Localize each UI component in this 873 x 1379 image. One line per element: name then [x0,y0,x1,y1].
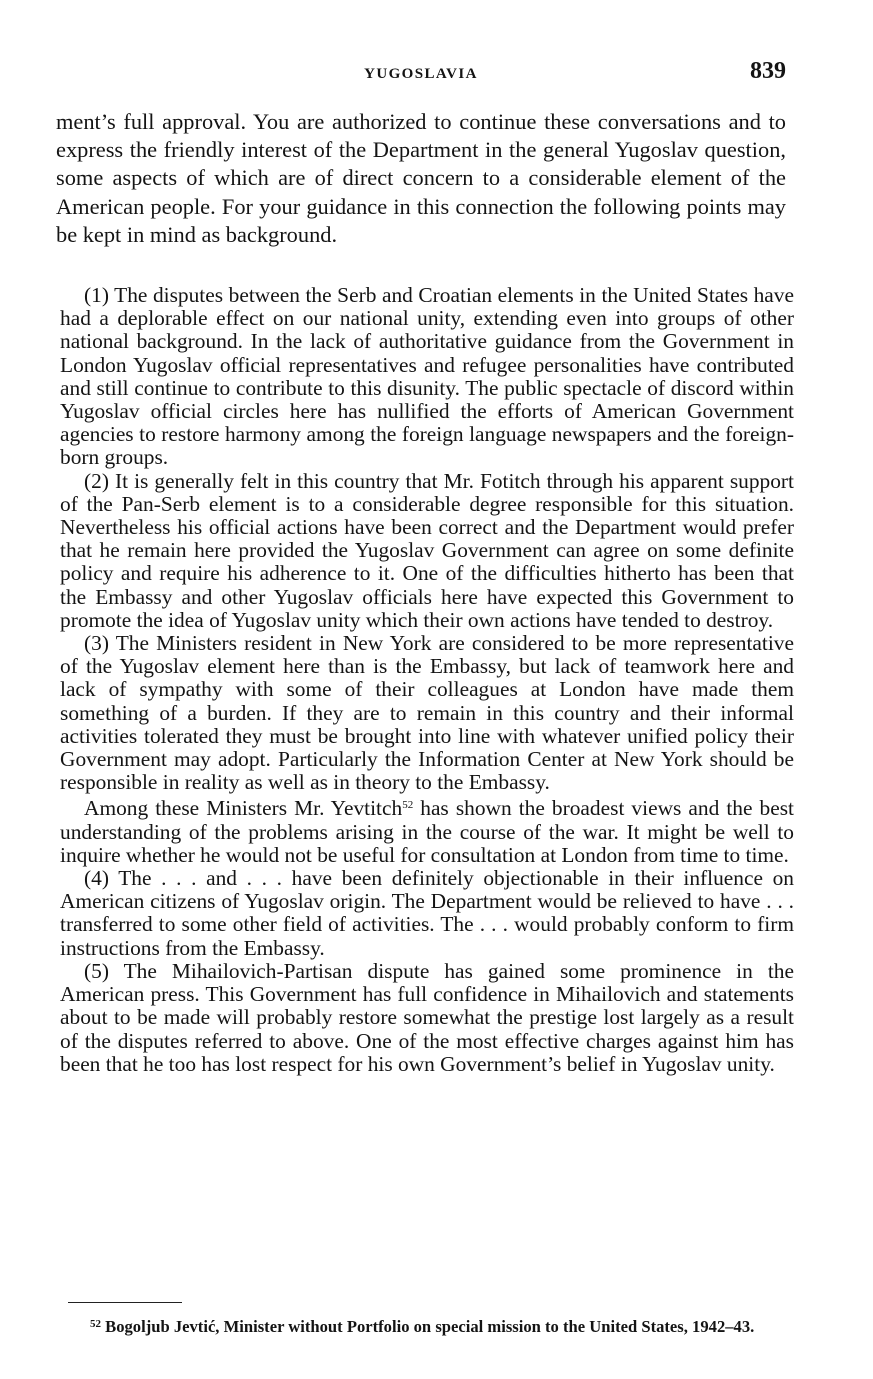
yevtitch-text-end: has shown the broadest views and the best understanding of the problems arising in the course of the war. It might be well to inquire whether he would not be useful for consultation at London from time to time. [60,796,794,867]
footnote [70,1314,796,1337]
point-3-paragraph: (3) The Ministers resident in New York are considered to be more representative of the Yugoslav element here than is the Embassy, but lack of teamwork here and lack of sympathy with some of their colleagues at London have made them something of a burden. If they are to remain in this country and their informal activities tolerated they must be brought into line with whatever unified policy their Government may adopt. Particularly the Information Center at New York should be responsible in reality as well as in theory to the Embassy. [60,631,794,795]
footnote-reference: 52 [402,799,414,812]
point-2-paragraph: (2) It is generally felt in this country that Mr. Fotitch through his apparent support of the Pan-Serb element is to a considerable degree responsible for this situation. Nevertheless his official actions have been correct and the Department would prefer that he remain here provided the Yugoslav Government can agree on some definite policy and require his adherence to it. One of the difficulties hitherto has been that the Embassy and other Yugoslav officials here have expected this Government to promote the idea of Yugoslav unity which their own actions have tended to destroy. [60,468,794,632]
point-4-paragraph: (4) The . . . and . . . have been definitely objectionable in their influence on American citizens of Yugoslav origin. The Department would be relieved to have . . . transferred to some other field of activities. The . . . would probably conform to firm instructions from the Embassy. [60,866,794,960]
yevtitch-text-start: Among these Ministers Mr. Yevtitch [84,796,403,821]
points-section [60,284,794,1076]
page-number: 839 [750,58,786,84]
point-1-paragraph: (1) The disputes between the Serb and Croatian elements in the United States have had a deplorable effect on our national unity, extending even into groups of other national background. In the lack of authoritative guidance from the Government in London Yugoslav official representatives and refugee personalities have contributed and still continue to contribute to this disunity. The public spectacle of discord within Yugoslav official circles here has nullified the efforts of American Government agencies to restore harmony among the foreign language newspapers and the foreign-born groups. [60,283,794,470]
point-5-paragraph: (5) The Mihailovich-Partisan dispute has gained some prominence in the American press. This Government has full confidence in Mihailovich and statements about to be made will probably restore somewhat the prestige lost largely as a result of the disputes referred to above. One of the most effective charges against him has been that he too has lost respect for his own Government’s belief in Yugoslav unity. [60,958,794,1076]
lead-paragraph: ment’s full approval. You are authorized to continue these conversations and to express the friendly interest of the Department in the general Yugoslav question, some aspects of which are of direct concern to a considerable element of the American people. For your guidance in this connection the following points may be kept in mind as background. [56,109,786,247]
footnote-divider [68,1302,182,1303]
footnote-mark: 52 [90,1318,101,1330]
page-header [56,58,786,90]
running-head: YUGOSLAVIA [364,66,478,82]
yevtitch-paragraph [60,794,794,867]
footnote-text: Bogoljub Jevtić, Minister without Portfolio on special mission to the United States, 1942–43. [101,1317,755,1336]
